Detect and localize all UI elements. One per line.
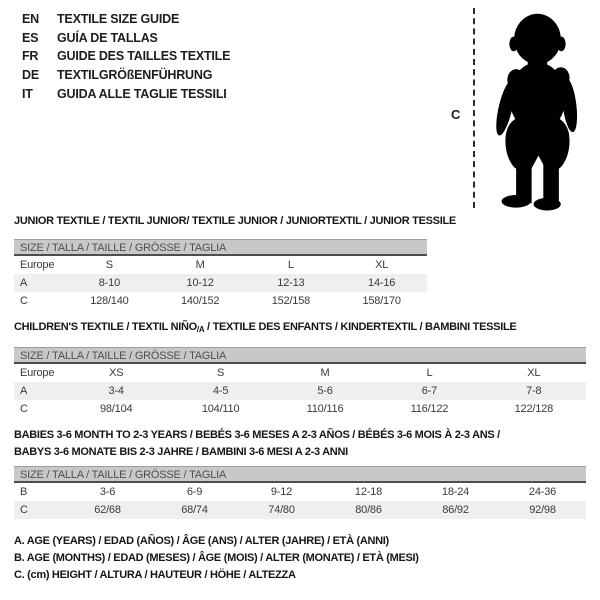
- size-cell: 14-16: [368, 277, 396, 289]
- size-cell: 12-18: [354, 486, 383, 498]
- size-cell: XS: [109, 367, 124, 379]
- babies-size-table: [14, 466, 586, 519]
- row-label: A: [20, 277, 28, 289]
- size-cell: 6-7: [421, 385, 438, 397]
- size-cell: 158/170: [362, 295, 401, 307]
- size-cell: XL: [527, 367, 541, 379]
- table-row: [14, 256, 427, 274]
- row-label: C: [20, 504, 28, 516]
- size-cell: 7-8: [526, 385, 542, 397]
- table-row: [14, 501, 586, 519]
- junior-size-table: [14, 239, 427, 310]
- size-cell: 10-12: [186, 277, 214, 289]
- size-cell: 92/98: [529, 504, 556, 516]
- footnote-legend: [14, 533, 419, 584]
- table-row: [14, 483, 586, 501]
- size-cell: 6-9: [186, 486, 203, 498]
- size-cell: M: [195, 259, 205, 271]
- table-row: [14, 274, 427, 292]
- size-cell: 8-10: [98, 277, 120, 289]
- size-cell: L: [287, 259, 294, 271]
- size-cell: 4-5: [212, 385, 229, 397]
- table-row: [14, 292, 427, 310]
- size-header-bar: SIZE / TALLA / TAILLE / GRÖSSE / TAGLIA: [14, 347, 586, 364]
- size-cell: 3-4: [108, 385, 124, 397]
- language-title: TEXTILGRÖßENFÜHRUNG: [57, 68, 213, 83]
- size-cell: 98/104: [99, 403, 133, 415]
- language-code: EN: [22, 12, 39, 27]
- size-cell: 140/152: [180, 295, 220, 307]
- size-cell: 104/110: [201, 403, 240, 415]
- size-cell: 68/74: [181, 504, 208, 516]
- row-label: C: [20, 403, 28, 415]
- size-cell: S: [217, 367, 225, 379]
- footnote-age-years: A. AGE (YEARS) / EDAD (AÑOS) / ÂGE (ANS) / ALTER (JAHRE) / ETÀ (ANNI): [14, 535, 389, 547]
- babies-section-title: [14, 427, 500, 461]
- size-cell: S: [105, 259, 113, 271]
- language-code: FR: [22, 49, 39, 64]
- size-cell: 5-6: [317, 385, 333, 397]
- language-row-es: [22, 29, 230, 48]
- babies-title-line2: BABYS 3-6 MONATE BIS 2-3 JAHRE / BAMBINI 3-6 MESI A 2-3 ANNI: [14, 446, 348, 458]
- children-title-sub: /A: [196, 325, 205, 334]
- footnote-age-months: B. AGE (MONTHS) / EDAD (MESES) / ÂGE (MOIS) / ALTER (MONATE) / ETÀ (MESI): [14, 552, 419, 564]
- toddler-silhouette-icon: [481, 7, 593, 211]
- size-header-bar: SIZE / TALLA / TAILLE / GRÖSSE / TAGLIA: [14, 239, 427, 256]
- row-label: Europe: [20, 259, 55, 271]
- size-cell: 74/80: [268, 504, 295, 516]
- children-size-table: [14, 347, 586, 418]
- children-title-pre: CHILDREN'S TEXTILE / TEXTIL NIÑO: [14, 321, 197, 333]
- children-section-title: [14, 320, 516, 337]
- size-cell: 9-12: [270, 486, 293, 498]
- language-code: DE: [22, 68, 39, 83]
- language-title: GUIDA ALLE TAGLIE TESSILI: [57, 86, 227, 101]
- size-cell: XL: [375, 259, 389, 271]
- size-cell: 110/116: [306, 403, 344, 415]
- language-title: GUIDE DES TAILLES TEXTILE: [57, 49, 231, 64]
- size-cell: 18-24: [441, 486, 470, 498]
- language-row-it: [22, 84, 230, 103]
- language-title: GUÍA DE TALLAS: [57, 30, 158, 45]
- size-cell: 86/92: [442, 504, 469, 516]
- size-cell: L: [426, 367, 433, 379]
- size-cell: 128/140: [90, 295, 129, 307]
- size-cell: 122/128: [514, 403, 554, 415]
- size-cell: 80/86: [355, 504, 382, 516]
- size-cell: M: [320, 367, 330, 379]
- children-title-post: / TEXTILE DES ENFANTS / KINDERTEXTIL / BAMBINI TESSILE: [204, 321, 517, 333]
- language-title-list: [22, 10, 230, 103]
- language-row-fr: [22, 47, 230, 66]
- row-label: B: [20, 486, 28, 498]
- language-row-de: [22, 66, 230, 85]
- size-cell: 24-36: [528, 486, 557, 498]
- footnote-height-cm: C. (cm) HEIGHT / ALTURA / HAUTEUR / HÖHE / ALTEZZA: [14, 569, 296, 581]
- row-label: C: [20, 295, 28, 307]
- size-cell: 12-13: [277, 277, 305, 289]
- table-row: [14, 382, 586, 400]
- language-code: ES: [22, 30, 39, 45]
- junior-section-title: JUNIOR TEXTILE / TEXTIL JUNIOR/ TEXTILE JUNIOR / JUNIORTEXTIL / JUNIOR TESSILE: [14, 215, 456, 227]
- size-cell: 116/122: [410, 403, 449, 415]
- babies-title-line1: BABIES 3-6 MONTH TO 2-3 YEARS / BEBÉS 3-6 MESES A 2-3 AÑOS / BÉBÉS 3-6 MOIS À 2-3 ANS /: [14, 429, 500, 441]
- height-measure-label: C: [451, 107, 461, 122]
- table-row: [14, 364, 586, 382]
- size-cell: 3-6: [99, 486, 116, 498]
- size-cell: 152/158: [271, 295, 311, 307]
- language-row-en: [22, 10, 230, 29]
- height-measure-line: [473, 8, 475, 208]
- table-row: [14, 400, 586, 418]
- row-label: Europe: [20, 367, 55, 379]
- language-title: TEXTILE SIZE GUIDE: [57, 12, 180, 27]
- row-label: A: [20, 385, 28, 397]
- language-code: IT: [22, 86, 33, 101]
- size-header-bar: SIZE / TALLA / TAILLE / GRÖSSE / TAGLIA: [14, 466, 586, 483]
- size-cell: 62/68: [94, 504, 121, 516]
